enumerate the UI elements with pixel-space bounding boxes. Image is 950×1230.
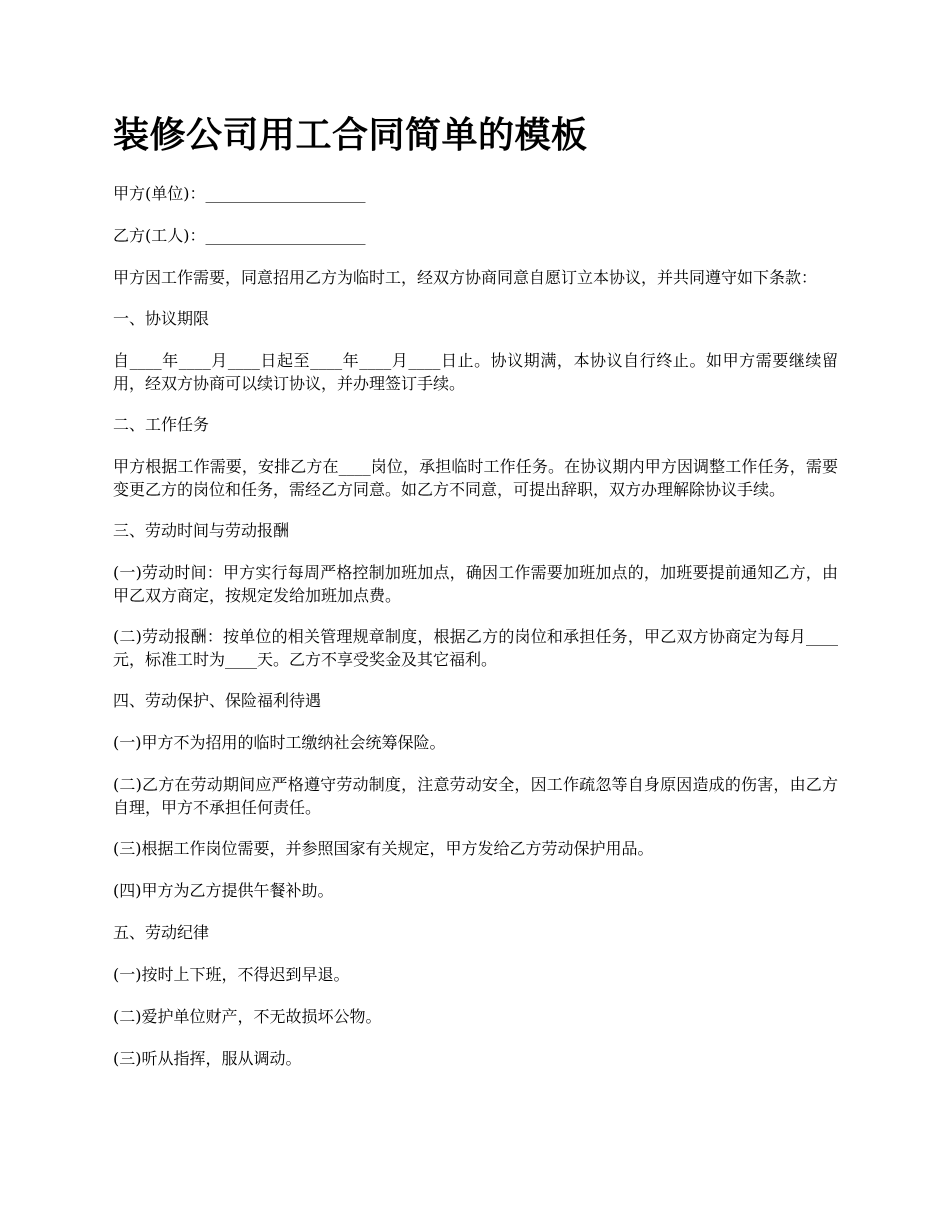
protection-item-2: (二)乙方在劳动期间应严格遵守劳动制度，注意劳动安全，因工作疏忽等自身原因造成的伤害，由乙方自理，甲方不承担任何责任。 <box>113 775 838 817</box>
document-title: 装修公司用工合同简单的模板 <box>113 115 588 156</box>
section-heading-term: 一、协议期限 <box>113 309 210 328</box>
pay-paragraph: (二)劳动报酬：按单位的相关管理规章制度，根据乙方的岗位和承担任务，甲乙双方协商定为每月____元，标准工时为____天。乙方不享受奖金及其它福利。 <box>113 627 838 669</box>
protection-item-1: (一)甲方不为招用的临时工缴纳社会统筹保险。 <box>113 733 446 752</box>
working-hours-paragraph: (一)劳动时间：甲方实行每周严格控制加班加点，确因工作需要加班加点的，加班要提前通知乙方，由甲乙双方商定，按规定发给加班加点费。 <box>113 563 838 605</box>
protection-item-3: (三)根据工作岗位需要，并参照国家有关规定，甲方发给乙方劳动保护用品。 <box>113 839 654 858</box>
discipline-item-3: (三)听从指挥，服从调动。 <box>113 1049 302 1068</box>
tasks-paragraph: 甲方根据工作需要，安排乙方在____岗位，承担临时工作任务。在协议期内甲方因调整工作任务，需要变更乙方的岗位和任务，需经乙方同意。如乙方不同意，可提出辞职，双方办理解除协议手续。 <box>113 457 838 499</box>
section-heading-tasks: 二、工作任务 <box>113 415 210 434</box>
document-body <box>113 182 838 1089</box>
section-heading-hours-pay: 三、劳动时间与劳动报酬 <box>113 521 290 540</box>
discipline-item-2: (二)爱护单位财产，不无故损坏公物。 <box>113 1007 382 1026</box>
term-paragraph: 自____年____月____日起至____年____月____日止。协议期满，本协议自行终止。如甲方需要继续留用，经双方协商可以续订协议，并办理签订手续。 <box>113 351 838 393</box>
party-b-line: 乙方(工人)：____________________ <box>113 226 366 245</box>
section-heading-discipline: 五、劳动纪律 <box>113 923 210 942</box>
party-a-line: 甲方(单位)：____________________ <box>113 184 366 203</box>
section-heading-protection: 四、劳动保护、保险福利待遇 <box>113 691 322 710</box>
discipline-item-1: (一)按时上下班，不得迟到早退。 <box>113 965 350 984</box>
intro-paragraph: 甲方因工作需要，同意招用乙方为临时工，经双方协商同意自愿订立本协议，并共同遵守如下条款： <box>113 268 818 287</box>
protection-item-4: (四)甲方为乙方提供午餐补助。 <box>113 881 334 900</box>
